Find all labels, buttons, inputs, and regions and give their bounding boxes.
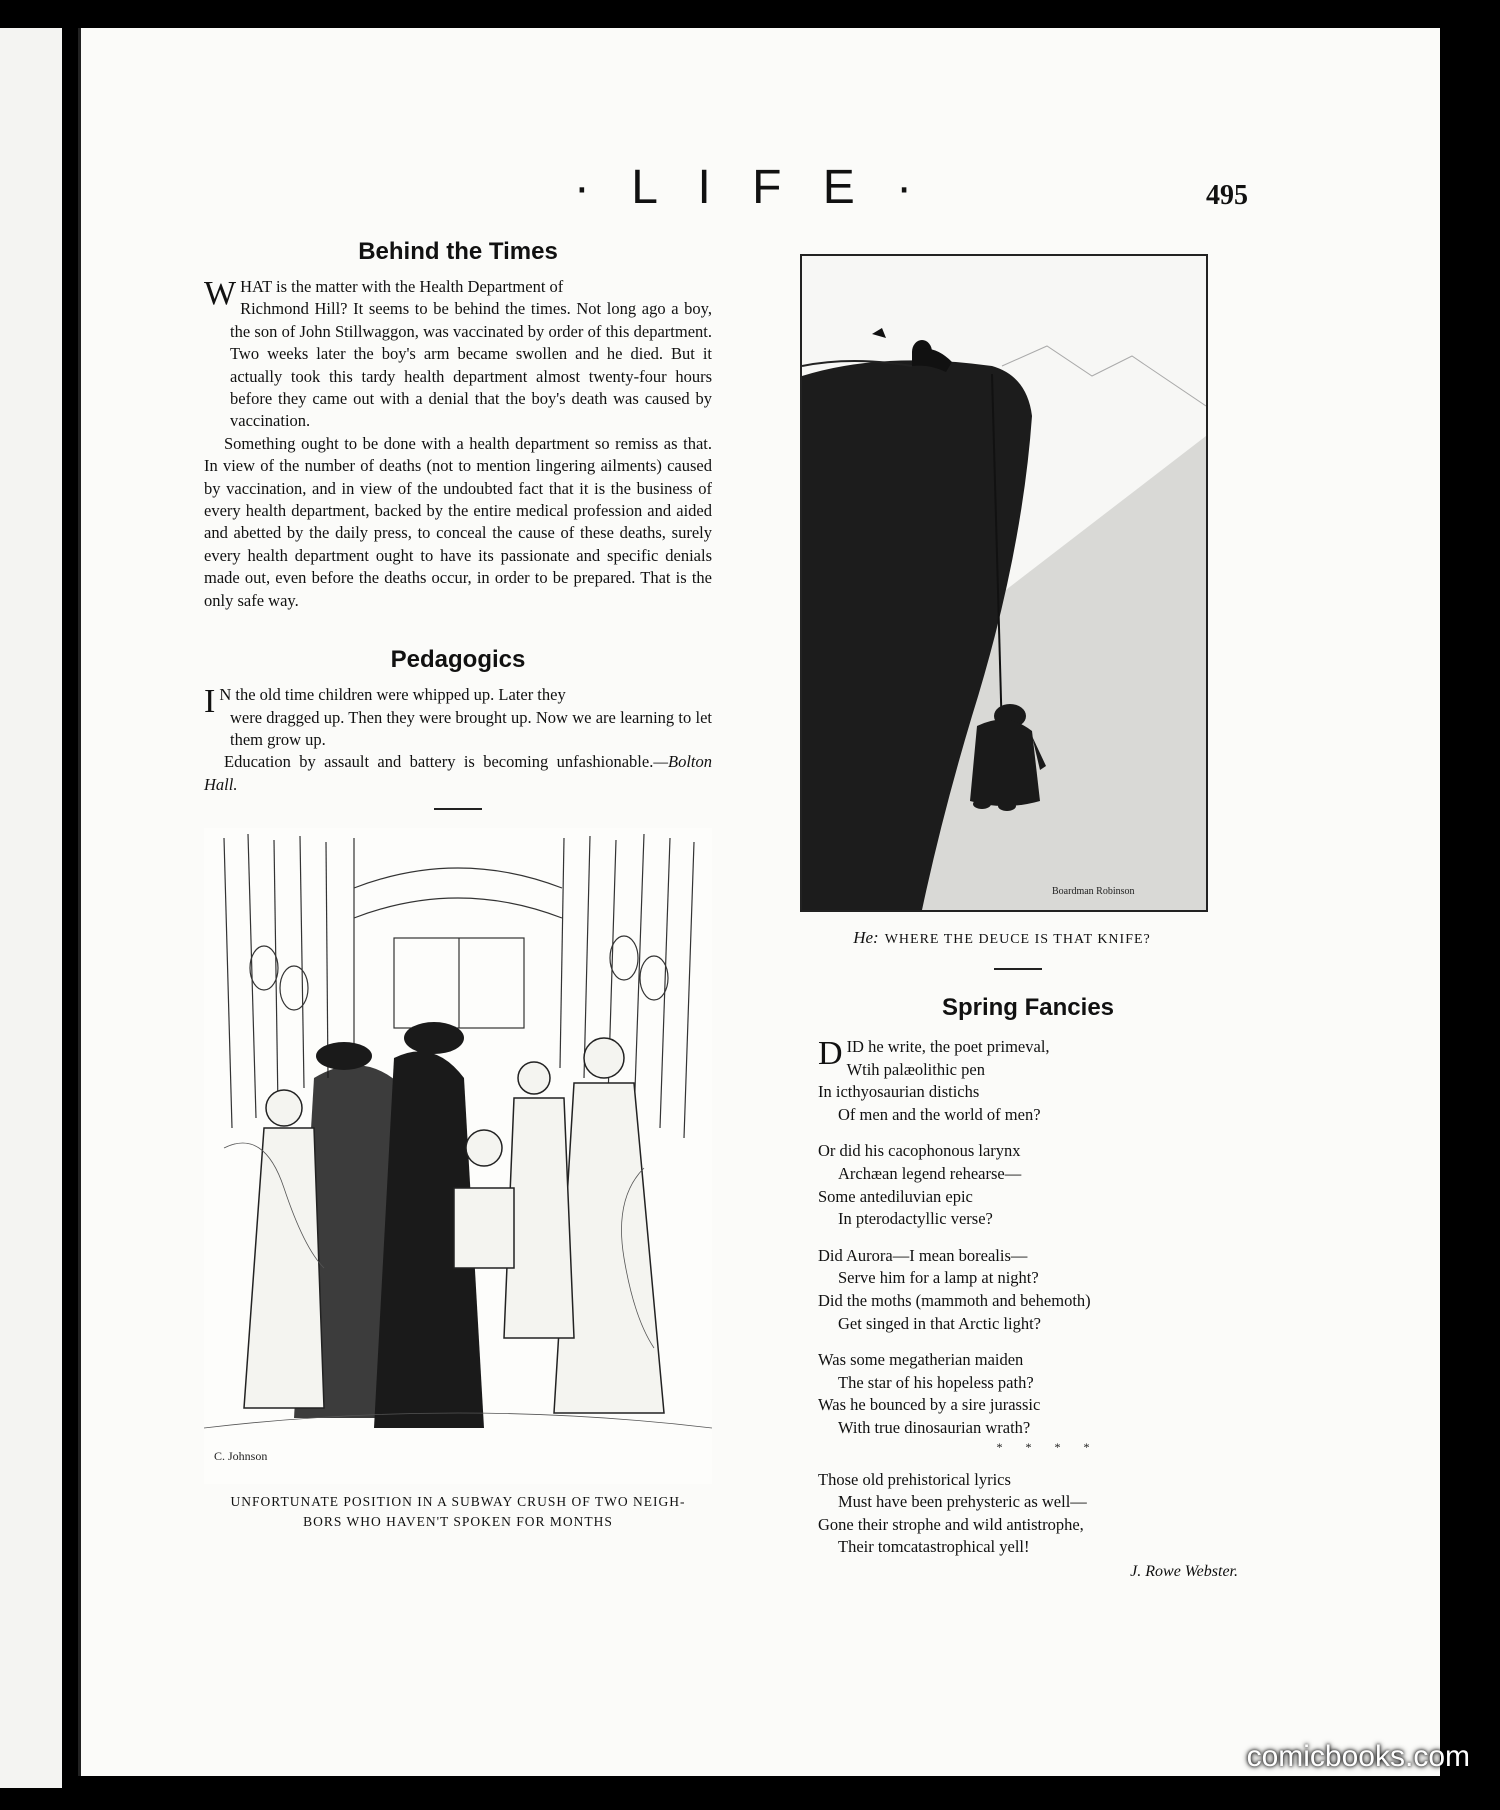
poem-line: Gone their strophe and wild antistrophe,	[818, 1514, 1084, 1534]
page-number: 495	[1206, 180, 1248, 211]
caption-text: WHERE THE DEUCE IS THAT KNIFE?	[884, 932, 1151, 947]
poem-line: Or did his cacophonous larynx	[818, 1141, 1021, 1161]
poem-line: Did the moths (mammoth and behemoth)	[818, 1290, 1091, 1310]
article-paragraph	[204, 684, 712, 751]
poem-line: Of men and the world of men?	[838, 1104, 1041, 1124]
right-column	[818, 994, 1238, 1581]
poem-stanza	[818, 1245, 1238, 1335]
paragraph-text: were dragged up. Then they were brought up. Now we are learning to let them grow up.	[230, 707, 712, 749]
caption-speaker: He:	[853, 928, 879, 947]
cliff-cartoon-caption	[812, 928, 1192, 948]
poem-stanza	[818, 1140, 1238, 1230]
article-paragraph: Something ought to be done with a health department so remiss as that. In view of the number of deaths (not to mention lingering ailments) caused by vaccination, and in view of the undoubted fact that it is the business of every health department, backed by the entire medical profession and aided and abetted by the daily press, to conceal the cause of these deaths, surely every health department ought to have its passionate and specific denials made out, even before the deaths occur, in order to be prepared. That is the only safe way.	[204, 433, 712, 610]
caption-line: UNFORTUNATE POSITION IN A SUBWAY CRUSH OF TWO NEIGH-	[230, 1494, 686, 1510]
poem-line: Did Aurora—I mean borealis—	[818, 1245, 1028, 1265]
attribution: —Bolton Hall.	[204, 752, 712, 794]
subway-crowd-drawing	[204, 828, 712, 1484]
masthead: · L I F E ·	[573, 161, 927, 214]
left-column	[204, 238, 712, 1532]
article-title-behind-the-times: Behind the Times	[358, 238, 558, 265]
section-divider	[994, 968, 1042, 970]
poem-line: In icthyosaurian distichs	[818, 1082, 980, 1102]
cliff-drawing	[802, 256, 1206, 910]
drop-cap: I	[204, 683, 216, 721]
paragraph-first-line: HAT is the matter with the Health Department of	[240, 277, 564, 296]
subway-cartoon-caption	[204, 1492, 712, 1532]
drop-cap: W	[204, 275, 237, 312]
artist-signature: C. Johnson	[214, 1449, 268, 1464]
drop-cap: D	[818, 1035, 843, 1072]
poem-line: Was some megatherian maiden	[818, 1350, 1024, 1370]
stanza-separator: * * * *	[996, 1439, 1100, 1454]
poem-line: With true dinosaurian wrath?	[838, 1417, 1031, 1437]
page-edge-rule	[78, 28, 81, 1776]
poem-line: Their tomcatastrophical yell!	[838, 1537, 1030, 1557]
paragraph-text: Education by assault and battery is becoming unfashionable.	[224, 752, 654, 772]
section-divider	[434, 808, 482, 810]
article-paragraph	[204, 751, 712, 796]
poem-line: Must have been prehysteric as well—	[838, 1492, 1087, 1512]
site-watermark: comicbooks.com	[1246, 1740, 1470, 1773]
poem-author: J. Rowe Webster.	[1130, 1562, 1238, 1580]
article-title-pedagogics: Pedagogics	[390, 646, 526, 674]
poem-stanza	[818, 1036, 1238, 1126]
article-paragraph	[204, 276, 712, 433]
poem-line: Serve him for a lamp at night?	[838, 1268, 1039, 1288]
caption-line: BORS WHO HAVEN'T SPOKEN FOR MONTHS	[303, 1514, 613, 1530]
poem-line: Wtih palæolithic pen	[846, 1059, 985, 1079]
artist-signature: Boardman Robinson	[1052, 886, 1135, 897]
poem-title-spring-fancies: Spring Fancies	[941, 994, 1115, 1021]
cliff-cartoon-illustration	[800, 254, 1208, 912]
poem-line: Some antediluvian epic	[818, 1186, 973, 1206]
poem-line: Those old prehistorical lyrics	[818, 1469, 1011, 1489]
poem-line: Get singed in that Arctic light?	[838, 1313, 1041, 1333]
subway-cartoon-illustration	[204, 828, 712, 1484]
poem-stanza	[818, 1349, 1238, 1439]
poem-line: ID he write, the poet primeval,	[846, 1037, 1050, 1056]
facing-page-edge	[0, 28, 62, 1788]
poem-line: The star of his hopeless path?	[838, 1372, 1034, 1392]
poem-line: Was he bounced by a sire jurassic	[818, 1395, 1041, 1415]
poem-line: In pterodactyllic verse?	[838, 1209, 993, 1229]
paragraph-first-line: N the old time children were whipped up. Later they	[219, 685, 566, 705]
poem-stanza	[818, 1469, 1238, 1559]
paragraph-text: Richmond Hill? It seems to be behind the times. Not long ago a boy, the son of John Stillwaggon, was vaccinated by order of this department. Two weeks later the boy's arm became swollen and he died. But it actually took this tardy health department almost twenty-four hours before they came out with a denial that the boy's death was caused by vaccination.	[230, 299, 712, 431]
poem-line: Archæan legend rehearse—	[838, 1163, 1022, 1183]
